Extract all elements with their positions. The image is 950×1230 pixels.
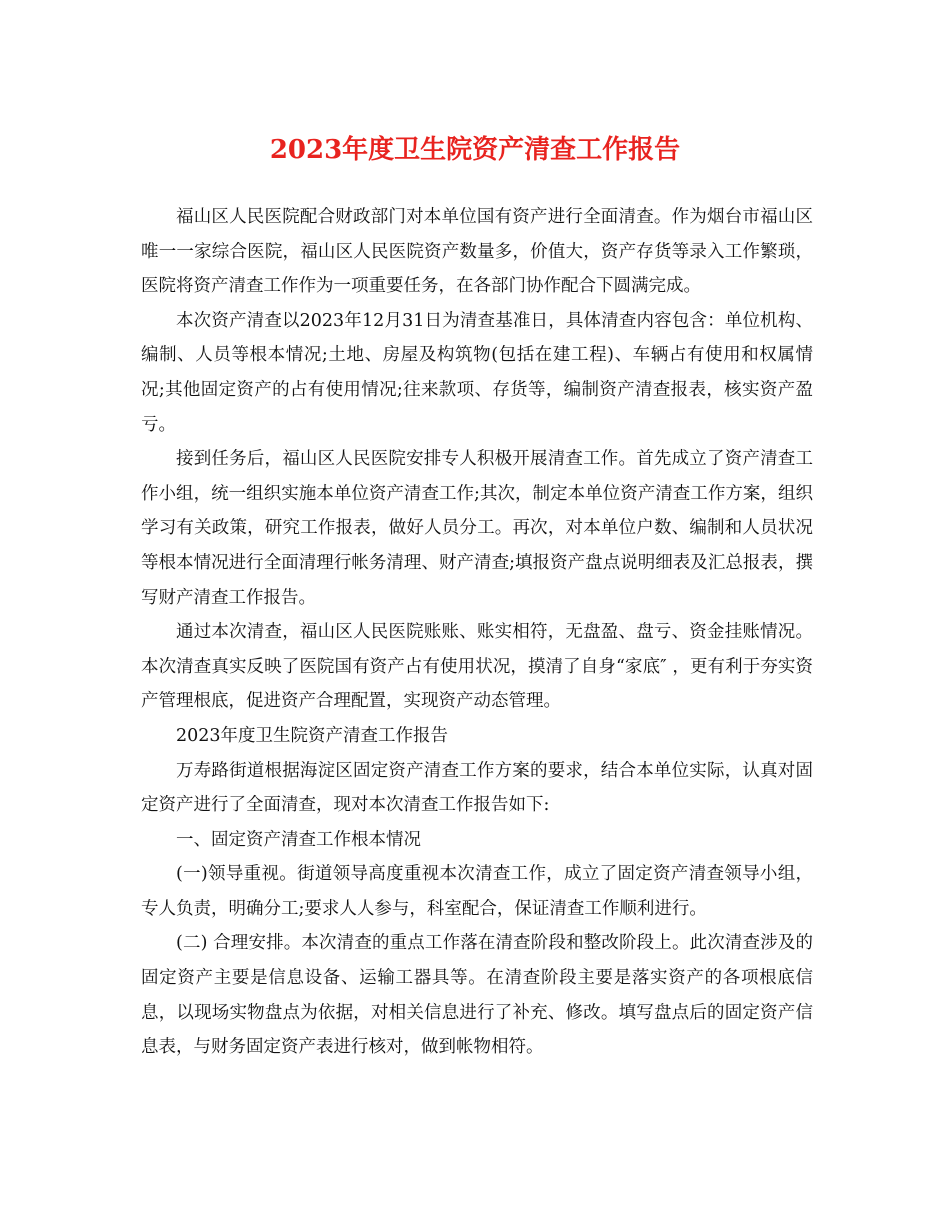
paragraph-4: 通过本次清查，福山区人民医院账账、账实相符，无盘盈、盘亏、资金挂账情况。本次清查真实反映了医院国有资产占有使用状况，摸清了自身“家底″ ，更有利于夯实资产管理根底，促进资产合理配置，实现资产动态管理。 — [141, 622, 813, 712]
paragraph-5: 万寿路街道根据海淀区固定资产清查工作方案的要求，结合本单位实际，认真对固定资产进行了全面清查，现对本次清查工作报告如下: — [141, 760, 813, 816]
paragraph-7: (二) 合理安排。本次清查的重点工作落在清查阶段和整改阶段上。此次清查涉及的固定资产主要是信息设备、运输工器具等。在清查阶段主要是落实资产的各项根底信息，以现场实物盘点为依据，对相关信息进行了补充、修改。填写盘点后的固定资产信息表，与财务固定资产表进行核对，做到帐物相符。 — [141, 933, 813, 1058]
paragraph-6: (一)领导重视。街道领导高度重视本次清查工作，成立了固定资产清查领导小组，专人负责，明确分工;要求人人参与，科室配合，保证清查工作顺利进行。 — [141, 864, 813, 919]
section-heading-1: 一、固定资产清查工作根本情况 — [176, 829, 421, 850]
paragraph-2: 本次资产清查以2023年12月31日为清查基准日，具体清查内容包含：单位机构、编制、人员等根本情况;土地、房屋及构筑物(包括在建工程)、车辆占有使用和权属情况;其他固定资产的占有使用情况;往来款项、存货等，编制资产清查报表，核实资产盈亏。 — [141, 310, 813, 435]
document-title: 2023年度卫生院资产清查工作报告 — [269, 135, 681, 165]
paragraph-3: 接到任务后，福山区人民医院安排专人积极开展清查工作。首先成立了资产清查工作小组，统一组织实施本单位资产清查工作;其次，制定本单位资产清查工作方案，组织学习有关政策，研究工作报表，做好人员分工。再次，对本单位户数、编制和人员状况等根本情况进行全面清理行帐务清理、财产清查;填报资产盘点说明细表及汇总报表，撰写财产清查工作报告。 — [141, 449, 813, 608]
paragraph-1: 福山区人民医院配合财政部门对本单位国有资产进行全面清查。作为烟台市福山区唯一一家综合医院，福山区人民医院资产数量多，价值大，资产存货等录入工作繁琐，医院将资产清查工作作为一项重要任务，在各部门协作配合下圆满完成。 — [141, 207, 813, 297]
section-title: 2023年度卫生院资产清查工作报告 — [176, 725, 449, 746]
document-body — [141, 200, 813, 1065]
